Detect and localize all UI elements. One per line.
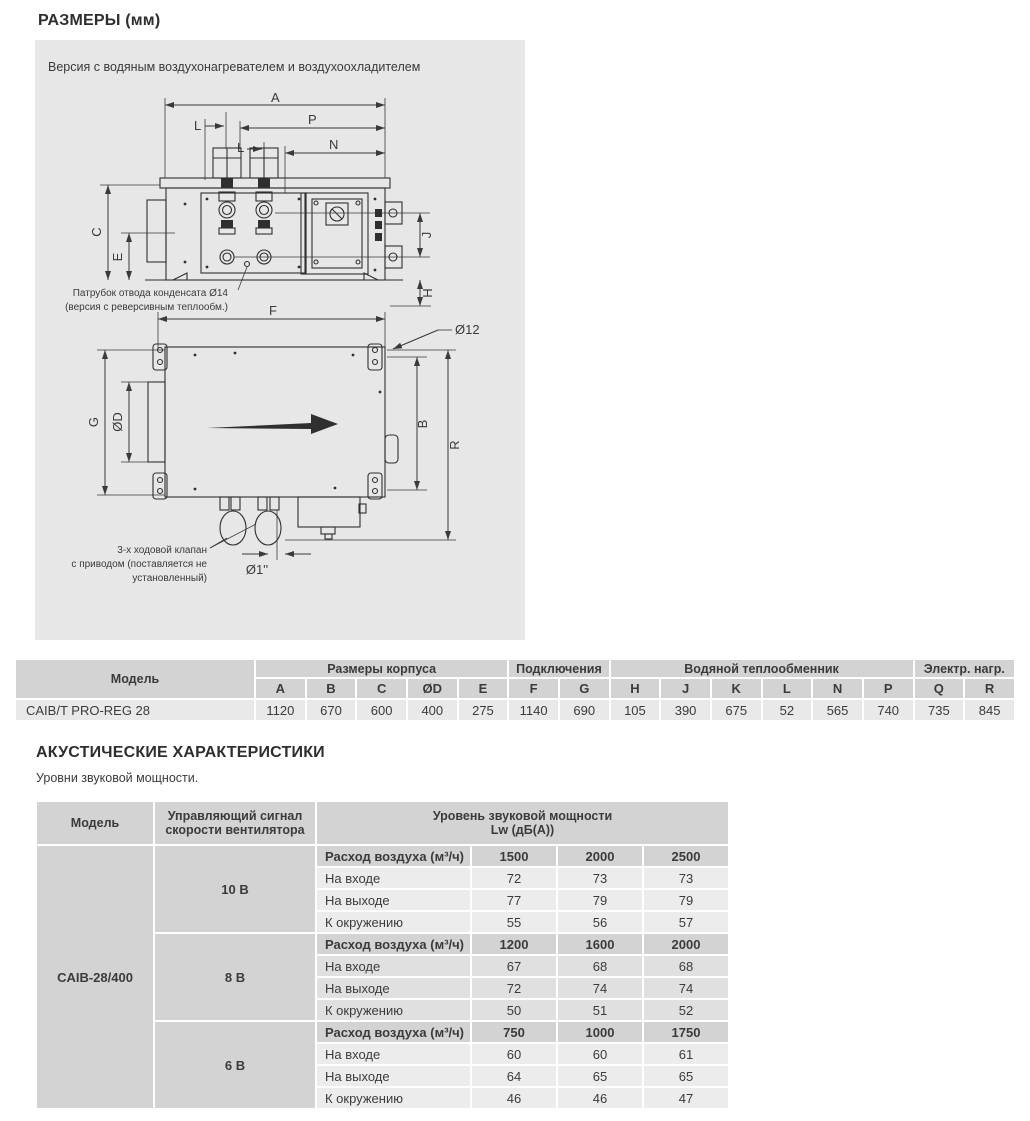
row-label: На выходе bbox=[316, 977, 471, 999]
dim-value: 390 bbox=[660, 699, 711, 721]
dim-value: 845 bbox=[964, 699, 1015, 721]
dim-label-e: E bbox=[110, 252, 125, 262]
flow-value: 750 bbox=[471, 1021, 557, 1043]
acoustic-level-header bbox=[316, 801, 729, 845]
plan-view bbox=[71, 303, 479, 584]
dim-label-n: N bbox=[329, 137, 339, 152]
dim-value: 740 bbox=[863, 699, 914, 721]
drain-box bbox=[298, 497, 366, 539]
electrical-box bbox=[301, 193, 368, 274]
col-header: A bbox=[255, 678, 306, 699]
dim-value: 275 bbox=[458, 699, 509, 721]
level-value: 73 bbox=[557, 867, 643, 889]
dim-label-h: H bbox=[420, 288, 435, 298]
model-name: CAIB/T PRO-REG 28 bbox=[15, 699, 255, 721]
dim-value: 675 bbox=[711, 699, 762, 721]
level-value: 52 bbox=[643, 999, 729, 1021]
dim-value: 1140 bbox=[508, 699, 559, 721]
valve-note-line1: 3-х ходовой клапан bbox=[117, 545, 207, 556]
group-header-water-exchanger: Водяной теплообменник bbox=[610, 659, 914, 678]
row-label: К окружению bbox=[316, 999, 471, 1021]
page-title: РАЗМЕРЫ (мм) bbox=[38, 12, 161, 29]
dim-value: 690 bbox=[559, 699, 610, 721]
level-value: 55 bbox=[471, 911, 557, 933]
signal-8v: 8 В bbox=[154, 933, 316, 1021]
level-value: 72 bbox=[471, 867, 557, 889]
acoustics-subtitle: Уровни звуковой мощности. bbox=[36, 771, 199, 785]
flow-value: 1000 bbox=[557, 1021, 643, 1043]
flow-label: Расход воздуха (м³/ч) bbox=[316, 845, 471, 867]
flow-value: 2000 bbox=[557, 845, 643, 867]
dim-value: 565 bbox=[812, 699, 863, 721]
level-value: 67 bbox=[471, 955, 557, 977]
flow-value: 1750 bbox=[643, 1021, 729, 1043]
col-header: J bbox=[660, 678, 711, 699]
dim-label-b: B bbox=[415, 419, 430, 429]
dim-value: 670 bbox=[306, 699, 357, 721]
dim-label-r: R bbox=[447, 440, 462, 450]
dimensions-table bbox=[14, 658, 1016, 722]
level-value: 74 bbox=[557, 977, 643, 999]
level-value: 60 bbox=[557, 1043, 643, 1065]
col-header: L bbox=[762, 678, 813, 699]
row-label: К окружению bbox=[316, 911, 471, 933]
row-label: На входе bbox=[316, 867, 471, 889]
level-value: 74 bbox=[643, 977, 729, 999]
level-value: 64 bbox=[471, 1065, 557, 1087]
flow-value: 1500 bbox=[471, 845, 557, 867]
col-header: H bbox=[610, 678, 661, 699]
col-header: B bbox=[306, 678, 357, 699]
dim-label-d12: Ø12 bbox=[455, 322, 480, 337]
group-header-connections: Подключения bbox=[508, 659, 609, 678]
dimensions-drawing-panel bbox=[35, 40, 525, 640]
level-value: 68 bbox=[643, 955, 729, 977]
level-value: 61 bbox=[643, 1043, 729, 1065]
level-value: 50 bbox=[471, 999, 557, 1021]
col-header: K bbox=[711, 678, 762, 699]
col-header: Q bbox=[914, 678, 965, 699]
valve-note-line2: с приводом (поставляется не bbox=[71, 559, 207, 570]
col-header: ØD bbox=[407, 678, 458, 699]
dim-label-j: J bbox=[419, 231, 434, 239]
level-header-line2: Lw (дБ(А)) bbox=[490, 823, 555, 837]
col-header: P bbox=[863, 678, 914, 699]
level-header-line1: Уровень звуковой мощности bbox=[432, 809, 613, 823]
level-value: 68 bbox=[557, 955, 643, 977]
flow-value: 1200 bbox=[471, 933, 557, 955]
dim-label-l: L bbox=[194, 118, 202, 133]
table-row bbox=[15, 699, 1015, 721]
water-valve-assembly bbox=[213, 148, 278, 234]
level-value: 46 bbox=[471, 1087, 557, 1109]
condensate-note-line1: Патрубок отвода конденсата Ø14 bbox=[72, 288, 228, 299]
dim-value: 1120 bbox=[255, 699, 306, 721]
drawing-caption: Версия с водяным воздухонагревателем и воздухоохладителем bbox=[48, 60, 421, 74]
technical-drawing bbox=[35, 92, 525, 640]
flow-value: 1600 bbox=[557, 933, 643, 955]
airflow-arrow bbox=[207, 414, 338, 434]
level-value: 79 bbox=[557, 889, 643, 911]
signal-6v: 6 В bbox=[154, 1021, 316, 1109]
dim-value: 52 bbox=[762, 699, 813, 721]
level-value: 77 bbox=[471, 889, 557, 911]
level-value: 51 bbox=[557, 999, 643, 1021]
col-header: N bbox=[812, 678, 863, 699]
valve-note-line3: установленный) bbox=[132, 573, 207, 584]
condensate-note-line2: (версия с реверсивным теплообм.) bbox=[65, 302, 228, 313]
acoustics-heading: АКУСТИЧЕСКИЕ ХАРАКТЕРИСТИКИ bbox=[36, 744, 325, 761]
flow-label: Расход воздуха (м³/ч) bbox=[316, 933, 471, 955]
col-header: C bbox=[356, 678, 407, 699]
flow-label: Расход воздуха (м³/ч) bbox=[316, 1021, 471, 1043]
dim-value: 105 bbox=[610, 699, 661, 721]
level-value: 47 bbox=[643, 1087, 729, 1109]
level-value: 72 bbox=[471, 977, 557, 999]
signal-10v: 10 В bbox=[154, 845, 316, 933]
dim-label-a: A bbox=[271, 92, 280, 105]
dim-label-l2: L bbox=[237, 140, 245, 155]
row-label: На входе bbox=[316, 1043, 471, 1065]
level-value: 73 bbox=[643, 867, 729, 889]
group-header-electric-heater: Электр. нагр. bbox=[914, 659, 1015, 678]
level-value: 57 bbox=[643, 911, 729, 933]
col-header: F bbox=[508, 678, 559, 699]
acoustic-table bbox=[35, 800, 730, 1110]
flow-value: 2500 bbox=[643, 845, 729, 867]
dim-label-p: P bbox=[308, 112, 317, 127]
acoustic-model-header: Модель bbox=[36, 801, 154, 845]
acoustic-signal-header: Управляющий сигнал скорости вентилятора bbox=[154, 801, 316, 845]
flow-value: 2000 bbox=[643, 933, 729, 955]
dimensions-model-header: Модель bbox=[15, 659, 255, 699]
dim-label-dd: ØD bbox=[110, 412, 125, 432]
acoustic-model-name: CAIB-28/400 bbox=[36, 845, 154, 1109]
level-value: 65 bbox=[557, 1065, 643, 1087]
col-header: E bbox=[458, 678, 509, 699]
dim-value: 400 bbox=[407, 699, 458, 721]
level-value: 60 bbox=[471, 1043, 557, 1065]
row-label: На выходе bbox=[316, 1065, 471, 1087]
level-value: 56 bbox=[557, 911, 643, 933]
level-value: 65 bbox=[643, 1065, 729, 1087]
row-label: На входе bbox=[316, 955, 471, 977]
row-label: К окружению bbox=[316, 1087, 471, 1109]
condensate-port bbox=[245, 262, 250, 267]
col-header: R bbox=[964, 678, 1015, 699]
col-header: G bbox=[559, 678, 610, 699]
dim-label-d1: Ø1'' bbox=[245, 562, 269, 577]
dim-value: 600 bbox=[356, 699, 407, 721]
group-header-body-sizes: Размеры корпуса bbox=[255, 659, 508, 678]
side-view bbox=[65, 92, 435, 313]
level-value: 79 bbox=[643, 889, 729, 911]
dim-label-c: C bbox=[89, 227, 104, 237]
table-row bbox=[36, 845, 729, 867]
row-label: На выходе bbox=[316, 889, 471, 911]
dim-value: 735 bbox=[914, 699, 965, 721]
level-value: 46 bbox=[557, 1087, 643, 1109]
dim-label-g: G bbox=[86, 416, 101, 428]
dim-label-f: F bbox=[269, 303, 277, 318]
